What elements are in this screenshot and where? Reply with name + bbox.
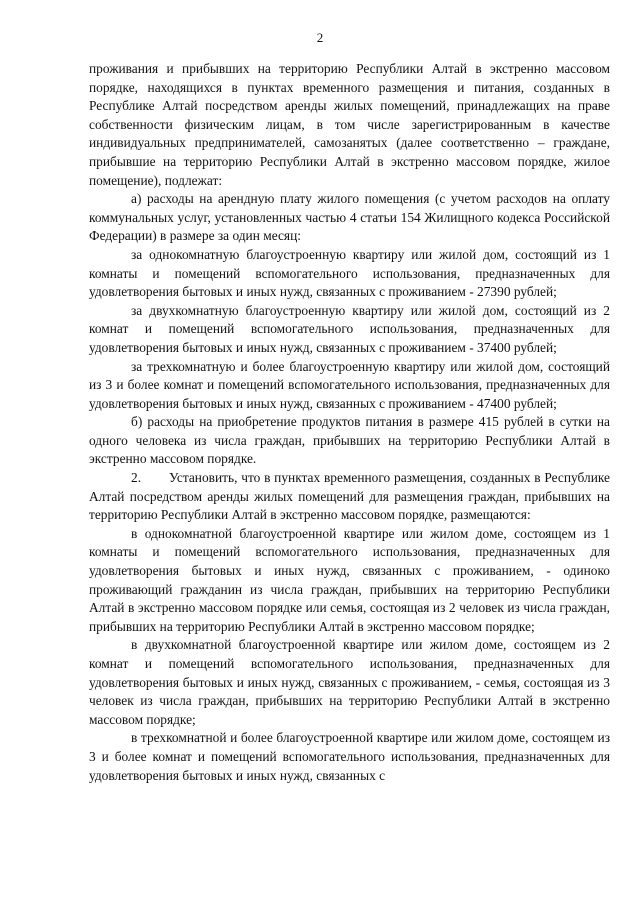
paragraph-continuation: проживания и прибывших на территорию Республики Алтай в экстренно массовом порядке, находящихся в пунктах временного размещения и питания, созданных в Республике Алтай посредством аренды жилых помещений, принадлежащих на праве собственности физическим лицам, в том числе зарегистрированным в качестве индивидуальных предпринимателей, самозанятых (далее соответственно – граждане, прибывшие на территорию Республики Алтай в экстренно массовом порядке, жилое помещение), подлежат: [89, 61, 610, 188]
clause-text: Установить, что в пунктах временного размещения, созданных в Республике Алтай посредством аренды жилых помещений для размещения граждан, прибывших на территорию Республики Алтай в экстренно массовом порядке, размещаются: [89, 470, 610, 523]
page-number: 2 [316, 30, 324, 45]
paragraph-two-room: за двухкомнатную благоустроенную квартиру или жилой дом, состоящий из 2 комнат и помещений вспомогательного использования, предназначенных для удовлетворения бытовых и иных нужд, связанных с проживанием - 37400 рублей; [89, 302, 610, 355]
paragraph-placement-two-room: в двухкомнатной благоустроенной квартире или жилом доме, состоящем из 2 комнат и помещений вспомогательного использования, предназначенных для удовлетворения бытовых и иных нужд, связанных с проживанием, - семья, состоящая из 3 человек из числа граждан, прибывших на территорию Республики Алтай в экстренно массовом порядке; [89, 637, 610, 727]
clause-number: 2. [131, 470, 142, 486]
paragraph-placement-three-room: в трехкомнатной и более благоустроенной квартире или жилом доме, состоящем из 3 и более комнат и помещений вспомогательного использования, предназначенных для удовлетворения бытовых и иных нужд, связанных с [89, 730, 610, 783]
document-body [89, 60, 610, 785]
paragraph-item-a: а) расходы на арендную плату жилого помещения (с учетом расходов на оплату коммунальных услуг, установленных частью 4 статьи 154 Жилищного кодекса Российской Федерации) в размере за один месяц: [89, 191, 610, 244]
paragraph-placement-one-room: в однокомнатной благоустроенной квартире или жилом доме, состоящем из 1 комнаты и помещений вспомогательного использования, предназначенных для удовлетворения бытовых и иных нужд, связанных с проживанием, - одиноко проживающий гражданин из числа граждан, прибывших на территорию Республики Алтай в экстренно массовом порядке или семья, состоящая из 2 человек из числа граждан, прибывших на территорию Республики Алтай в экстренно массовом порядке; [89, 525, 610, 634]
paragraph-one-room: за однокомнатную благоустроенную квартиру или жилой дом, состоящий из 1 комнаты и помещений вспомогательного использования, предназначенных для удовлетворения бытовых и иных нужд, связанных с проживанием - 27390 рублей; [89, 246, 610, 300]
paragraph-clause-2 [89, 469, 610, 525]
paragraph-item-b: б) расходы на приобретение продуктов питания в размере 415 рублей в сутки на одного человека из числа граждан, прибывших на территорию Республики Алтай в экстренно массовом порядке. [89, 414, 610, 467]
paragraph-three-room: за трехкомнатную и более благоустроенную квартиру или жилой дом, состоящий из 3 и более комнат и помещений вспомогательного использования, предназначенных для удовлетворения бытовых и иных нужд, связанных с проживанием - 47400 рублей; [89, 358, 610, 411]
